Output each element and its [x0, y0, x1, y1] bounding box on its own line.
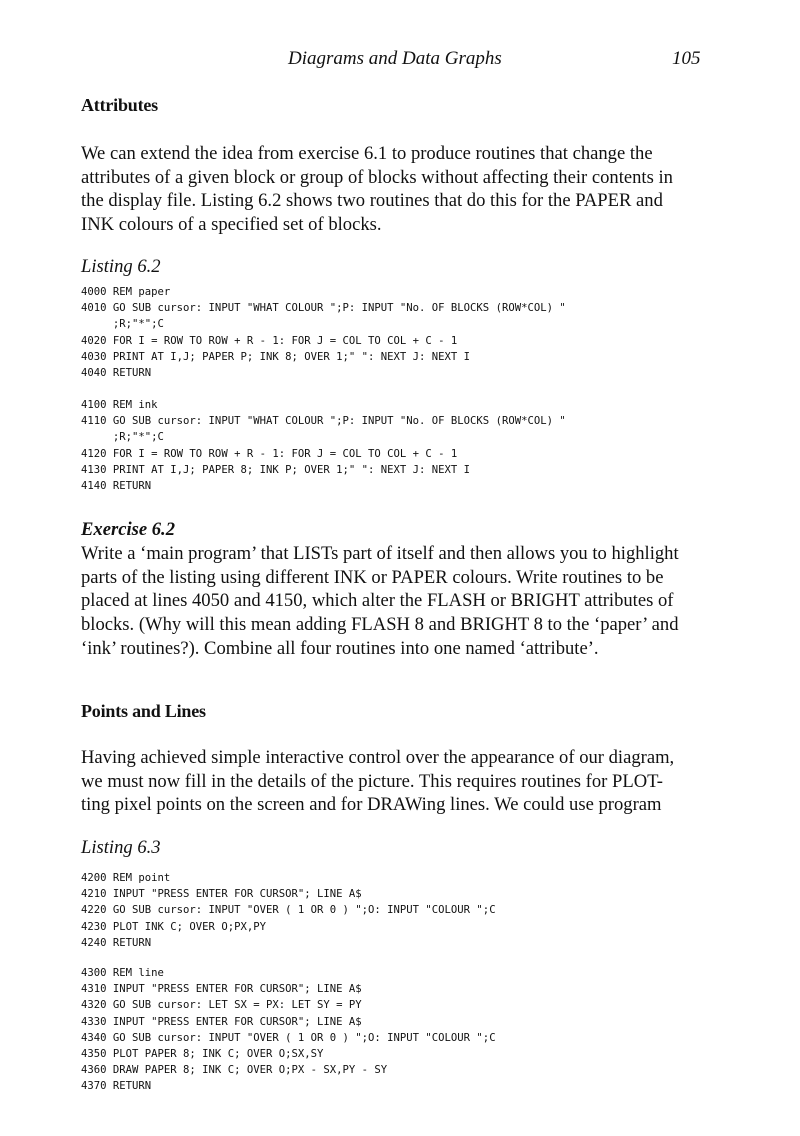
page-number: 105 [672, 48, 701, 69]
code-line: ;R;"*";C [81, 318, 164, 331]
code-line: 4100 REM ink [81, 399, 158, 411]
code-line: 4310 INPUT "PRESS ENTER FOR CURSOR"; LINE A$ [81, 983, 362, 996]
listing-6-2-caption: Listing 6.2 [81, 256, 161, 277]
paragraph-line: attributes of a given block or group of blocks without affecting their contents in [81, 166, 673, 188]
running-header [0, 48, 800, 72]
exercise-line: placed at lines 4050 and 4150, which alter the FLASH or BRIGHT attributes of [81, 590, 674, 612]
listing-6-3-line-routine [81, 965, 721, 1095]
code-line: 4340 GO SUB cursor: INPUT "OVER ( 1 OR 0 ) ";O: INPUT "COLOUR ";C [81, 1031, 496, 1044]
code-line: 4220 GO SUB cursor: INPUT "OVER ( 1 OR 0 ) ";O: INPUT "COLOUR ";C [81, 904, 496, 917]
code-line: 4040 RETURN [81, 367, 152, 380]
paragraph-line: INK colours of a specified set of blocks. [81, 214, 382, 236]
code-line: 4130 PRINT AT I,J; PAPER 8; INK P; OVER 1;" ": NEXT J: NEXT I [81, 463, 471, 476]
code-line: 4030 PRINT AT I,J; PAPER P; INK 8; OVER 1;" ": NEXT J: NEXT I [81, 350, 471, 363]
attributes-paragraph-full [0, 0, 1, 1]
listing-6-3-point-routine [81, 870, 721, 951]
code-line: 4370 RETURN [81, 1080, 152, 1093]
code-line: ;R;"*";C [81, 431, 164, 444]
listing-6-2-ink-routine [81, 397, 721, 494]
exercise-line: parts of the listing using different INK or PAPER colours. Write routines to be [81, 566, 664, 588]
code-line: 4230 PLOT INK C; OVER O;PX,PY [81, 920, 266, 933]
code-line: 4140 RETURN [81, 480, 152, 493]
running-title: Diagrams and Data Graphs [288, 48, 502, 69]
section-heading-points-and-lines: Points and Lines [81, 701, 206, 721]
code-line: 4320 GO SUB cursor: LET SX = PX: LET SY = PY [81, 999, 362, 1012]
exercise-line: Write a ‘main program’ that LISTs part of itself and then allows you to highlight [81, 543, 679, 564]
paragraph-line: Having achieved simple interactive control over the appearance of our diagram, [81, 747, 675, 768]
exercise-line: ‘ink’ routines?). Combine all four routines into one named ‘attribute’. [81, 637, 599, 659]
code-line: 4360 DRAW PAPER 8; INK C; OVER O;PX - SX,PY - SY [81, 1064, 388, 1077]
code-line: 4120 FOR I = ROW TO ROW + R - 1: FOR J = COL TO COL + C - 1 [81, 447, 458, 460]
code-line: 4020 FOR I = ROW TO ROW + R - 1: FOR J = COL TO COL + C - 1 [81, 334, 458, 347]
paragraph-line: We can extend the idea from exercise 6.1 to produce routines that change the [81, 143, 653, 164]
code-line: 4210 INPUT "PRESS ENTER FOR CURSOR"; LINE A$ [81, 888, 362, 901]
exercise-line: blocks. (Why will this mean adding FLASH 8 and BRIGHT 8 to the ‘paper’ and [81, 614, 679, 636]
paragraph-line: ting pixel points on the screen and for DRAWing lines. We could use program [81, 794, 662, 816]
paragraph-line: the display file. Listing 6.2 shows two routines that do this for the PAPER and [81, 190, 663, 212]
code-line: 4200 REM point [81, 872, 171, 884]
exercise-6-2-title: Exercise 6.2 [81, 519, 175, 540]
code-line: 4110 GO SUB cursor: INPUT "WHAT COLOUR ";P: INPUT "No. OF BLOCKS (ROW*COL) " [81, 415, 566, 428]
code-line: 4330 INPUT "PRESS ENTER FOR CURSOR"; LINE A$ [81, 1015, 362, 1028]
listing-6-2-paper-routine [81, 284, 721, 381]
code-line: 4240 RETURN [81, 936, 152, 949]
listing-6-3-caption: Listing 6.3 [81, 837, 161, 858]
code-line: 4010 GO SUB cursor: INPUT "WHAT COLOUR ";P: INPUT "No. OF BLOCKS (ROW*COL) " [81, 302, 566, 315]
code-line: 4300 REM line [81, 967, 164, 979]
exercise-6-2-text [81, 542, 721, 661]
attributes-paragraph [81, 142, 721, 237]
section-heading-attributes: Attributes [81, 95, 158, 115]
paragraph-line: we must now fill in the details of the picture. This requires routines for PLOT- [81, 770, 663, 792]
code-line: 4000 REM paper [81, 286, 171, 298]
code-line: 4350 PLOT PAPER 8; INK C; OVER O;SX,SY [81, 1048, 324, 1061]
points-lines-paragraph [81, 746, 721, 817]
